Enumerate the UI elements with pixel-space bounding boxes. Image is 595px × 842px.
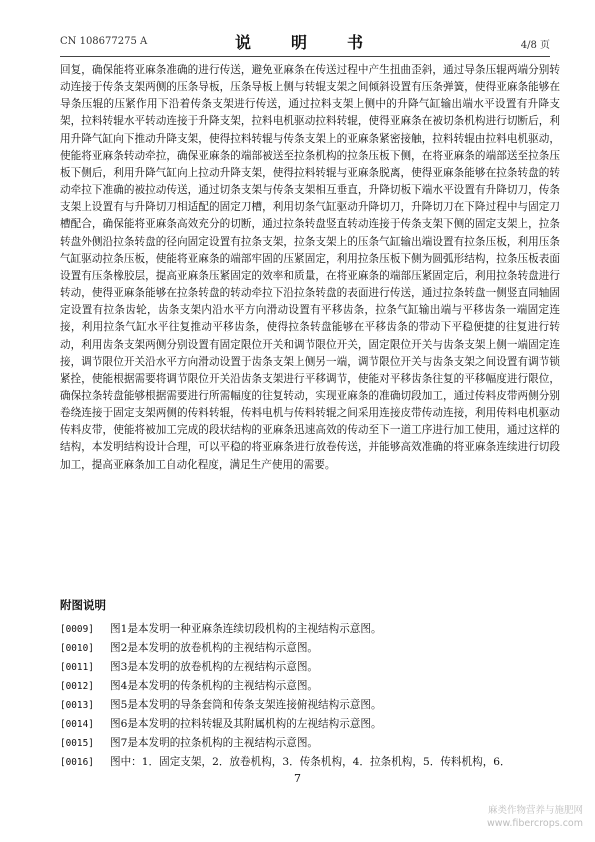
- page-number: 7: [294, 772, 301, 785]
- paragraph-0009: [60, 620, 560, 639]
- paragraph-number: [0015]: [60, 738, 94, 749]
- paragraph-text: 图6是本发明的拉料转辊及其附属机构的左视结构示意图。: [110, 718, 382, 730]
- paragraph-number: [0012]: [60, 681, 94, 692]
- paragraph-text: 图7是本发明的拉条机构的主视结构示意图。: [110, 737, 319, 749]
- paragraph-number: [0016]: [60, 757, 94, 768]
- document-title: 说 明 书: [234, 33, 375, 52]
- paragraph-text: 图3是本发明的放卷机构的左视结构示意图。: [110, 661, 319, 673]
- patent-number: CN 108677275 A: [60, 36, 148, 47]
- paragraph-list: [60, 620, 560, 772]
- paragraph-0014: [60, 715, 560, 734]
- paragraph-text: 图4是本发明的传条机构的主视结构示意图。: [110, 680, 319, 692]
- paragraph-number: [0013]: [60, 700, 94, 711]
- paragraph-number: [0014]: [60, 719, 94, 730]
- paragraph-0015: [60, 734, 560, 753]
- paragraph-0011: [60, 658, 560, 677]
- paragraph-0013: [60, 696, 560, 715]
- paragraph-number: [0009]: [60, 624, 94, 635]
- paragraph-text: 图2是本发明的放卷机构的主视结构示意图。: [110, 642, 319, 654]
- paragraph-text: 图1是本发明一种亚麻条连续切段机构的主视结构示意图。: [110, 623, 382, 635]
- watermark-line-1: 麻类作物营养与施肥网: [487, 805, 583, 816]
- paragraph-0012: [60, 677, 560, 696]
- section-title: 附图说明: [60, 598, 106, 612]
- paragraph-text: 图5是本发明的导条套筒和传条支架连接俯视结构示意图。: [110, 699, 382, 711]
- header-rule: [60, 56, 550, 57]
- watermark: [463, 804, 583, 830]
- paragraph-text: 图中：1．固定支架，2．放卷机构，3．传条机构，4．拉条机构，5．传料机构，6．: [110, 756, 511, 768]
- page-header: [60, 30, 550, 56]
- page-indicator: 4/8 页: [520, 40, 550, 51]
- paragraph-0016: [60, 753, 560, 772]
- paragraph-number: [0010]: [60, 643, 94, 654]
- paragraph-0010: [60, 639, 560, 658]
- body-paragraph: 回复，确保能将亚麻条准确的进行传送，避免亚麻条在传送过程中产生扭曲歪斜，通过导条压辊两端分别转动连接于传条支架两侧的压条导板，压条导板上侧与转辊支架之间倾斜设置有压条弹簧，使得亚麻条能够在导条压辊的压紧作用下沿着传条支架进行传送，通过拉料支架上侧中的升降气缸输出端水平设置有升降支架，拉料转辊水平转动连接于升降支架，拉料电机驱动拉料转辊，使得亚麻条在被切条机构进行切断后，利用升降气缸向下推动升降支架，使得拉料转辊与传条支架上的亚麻条紧密接触，拉料转辊由拉料电机驱动，使能将亚麻条转动牵拉，确保亚麻条的端部被送至拉条机构的拉条压板下侧，在将亚麻条的端部送至拉条压板下侧后，利用升降气缸向上拉动升降支架，使得拉料转辊与亚麻条脱离，使得亚麻条能够在拉条转盘的转动牵拉下准确的被拉动传送，通过切条支架与传条支架相互垂直，升降切板下端水平设置有升降切刀，传条支架上设置有与升降切刀相适配的固定刀槽，利用切条气缸驱动升降切刀，升降切刀在下降过程中与固定刀槽配合，确保能将亚麻条高效充分的切断，通过拉条转盘竖直转动连接于传条支架下侧的固定支架上，拉条转盘外侧沿拉条转盘的径向固定设置有拉条支架，拉条支架上的压条气缸输出端设置有拉条压板，利用压条气缸驱动拉条压板，使能将亚麻条的端部牢固的压紧固定，利用拉条压板下侧为圆弧形结构，拉条压板表面设置有压条橡胶层，提高亚麻条压紧固定的效率和质量，在将亚麻条的端部压紧固定后，利用拉条转盘进行转动，使得亚麻条能够在拉条转盘的转动牵拉下沿拉条转盘的表面进行传送，通过拉条转盘一侧竖直同轴固定设置有拉条齿轮，齿条支架内沿水平方向滑动设置有平移齿条，拉条气缸输出端与平移齿条一端固定连接，利用拉条气缸水平往复推动平移齿条，使得拉条转盘能够在平移齿条的带动下平稳便捷的往复进行转动，利用齿条支架两侧分别设置有固定限位开关和调节限位开关，固定限位开关与齿条支架上侧一端固定连接，调节限位开关沿水平方向滑动设置于齿条支架上侧另一端，调节限位开关与齿条支架之间设置有调节锁紧拴，使能根据需要将调节限位开关沿齿条支架进行平移调节，使能对平移齿条往复的平移幅度进行限位，确保拉条转盘能够根据需要进行所需幅度的往复转动，实现亚麻条的准确切段加工，通过传料皮带两侧分别卷绕连接于固定支架两侧的传料转辊，传料电机与传料转辊之间采用连接皮带传动连接，利用传料电机驱动传料皮带，使能将被加工完成的段状结构的亚麻条迅速高效的传动至下一道工序进行加工使用，通过这样的结构，本发明结构设计合理，可以平稳的将亚麻条进行放卷传送，并能够高效准确的将亚麻条连续进行切段加工，提高亚麻条加工自动化程度，满足生产使用的需要。: [60, 64, 560, 471]
- paragraph-number: [0011]: [60, 662, 94, 673]
- watermark-line-2: www.fibercrops.com: [486, 818, 583, 829]
